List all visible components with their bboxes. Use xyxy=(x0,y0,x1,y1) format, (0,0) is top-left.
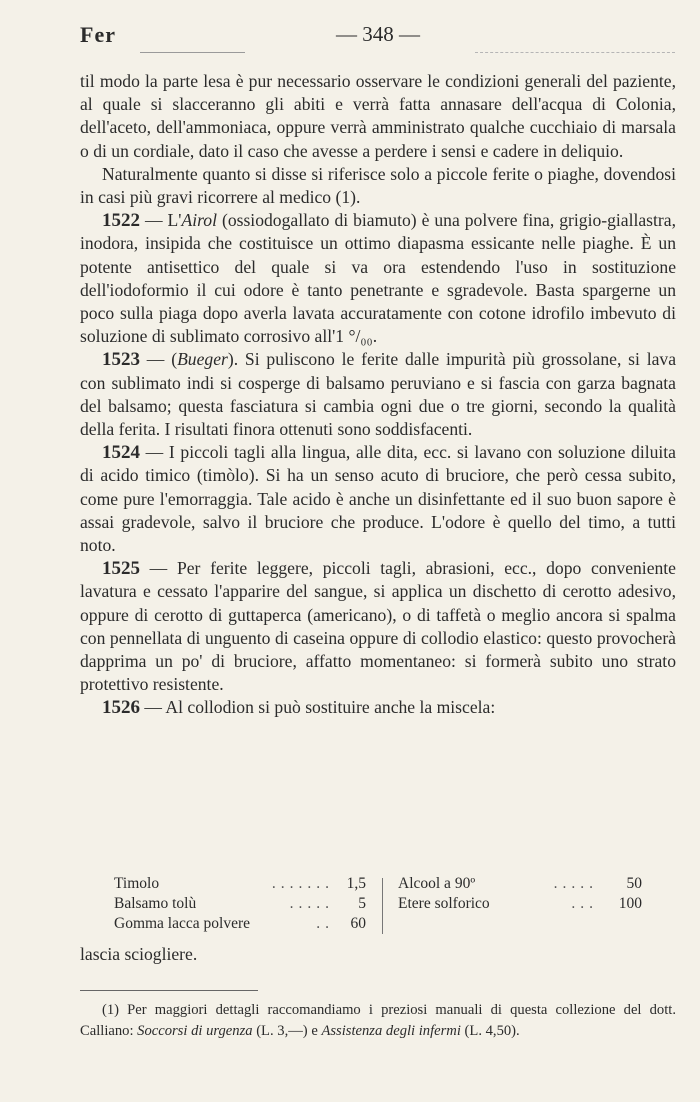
paragraph-continued: til modo la parte lesa è pur necessario osservare le condizioni generali del paziente, al quale si slacceranno gli abiti e verrà fatta annasare dell'acqua di Colonia, dell'aceto, dell'ammoniaca, oppure verrà amministrato qualche cucchiaio di marsala o di un cordiale, dato il caso che avesse a perdere i sensi e cadere in deliquio. xyxy=(80,71,676,161)
entry-dash: — L' xyxy=(140,210,182,231)
header-rule-right xyxy=(475,52,675,53)
paragraph-note: Naturalmente quanto si disse si riferisce solo a piccole ferite o piaghe, dovendosi in casi più gravi ricorrere al medico (1). xyxy=(80,163,676,208)
mixture-row: ....... Timolo 1,5 xyxy=(114,875,366,892)
ingredient-name: Balsamo tolù xyxy=(114,895,197,912)
entry-text: — Al collodion si può sostituire anche la miscela: xyxy=(140,697,496,718)
entry-text: — Per ferite leggere, piccoli tagli, abrasioni, ecc., dopo conveniente lavatura e cessato l'apparire del sangue, si applica un dischetto di cerotto adesivo, oppure di cerotto di guttaperca (americano), o di taffetà o meglio ancora si spalma con pennellata di unguento di caseina oppure di collodio elastico: questo provocherà dapprima un po' di bruciore, affatto momentaneo: si formerà subito uno strato protettivo resistente. xyxy=(80,558,676,695)
footnote-title-1: Soccorsi di urgenza xyxy=(137,1022,253,1039)
entry-text: ). Si puliscono le ferite dalle impurità più grossolane, si lava con sublimato indi si cosperge di balsamo peruviano e si fascia con garza bagnata del balsamo; questa fasciatura si cambia ogni due o tre giorni, secondo la qualità della ferita. I risultati finora ottenuti sono soddisfacenti. xyxy=(80,349,677,440)
mixture-row: .. Gomma lacca polvere 60 xyxy=(114,915,366,932)
closing-line: lascia sciogliere. xyxy=(80,944,198,964)
mixture-divider xyxy=(382,878,383,934)
ingredient-name: Alcool a 90º xyxy=(398,875,476,892)
entry-text: — I piccoli tagli alla lingua, alle dita, ecc. si lavano con soluzione diluita di acido timico (timòlo). Si ha un senso acuto di bruciore, che però cessa subito, come pure l'emorraggia. Tale acido è anche un disinfettante ed il suo buon sapore è assai gradevole, salvo il bruciore che produce. L'odore è quello del timo, a tutti noto. xyxy=(80,442,676,556)
mixture-row: ... Etere solforico 100 xyxy=(398,895,642,912)
entry-number: 1523 xyxy=(102,349,140,371)
mixture-column-left xyxy=(114,874,366,934)
entry-text: (ossiodogallato di biamuto) è una polvere fina, grigio-giallastra, inodora, insipida che costituisce un ottimo diapasma essicante nelle piaghe. È un potente antisettico del quale si va ora estendendo l'uso in sostituzione dell'iodoformio il cui odore è tanto penetrante e sgradevole. Basta spargerne un poco sulla piaga dopo averla lavata accuratamente con cotone idrofilo imbevuto di soluzione di sublimato corrosivo all'1 °/₀₀. xyxy=(80,210,676,347)
entry-number: 1526 xyxy=(102,697,140,719)
header-rule-left xyxy=(140,52,245,53)
footnote-intro: (1) Per maggiori dettagli raccomandiamo i preziosi manuali di questa collezione del dott. Calliano: xyxy=(80,1002,676,1039)
footnote-rule xyxy=(80,990,258,991)
ingredient-quantity: 60 xyxy=(350,915,366,932)
page-number: — 348 — xyxy=(336,22,420,46)
entry-number: 1522 xyxy=(102,210,140,232)
entry-term: Bueger xyxy=(177,349,228,370)
footnote xyxy=(80,1000,676,1041)
entry-dash: — ( xyxy=(140,349,178,370)
ingredient-name: Timolo xyxy=(114,875,160,892)
mixture-row: ..... Balsamo tolù 5 xyxy=(114,895,366,912)
running-head-word: Fer xyxy=(80,22,116,47)
mixture-column-right xyxy=(398,874,642,914)
entry-1526 xyxy=(80,696,676,719)
footnote-title-2: Assistenza degli infermi xyxy=(321,1022,461,1039)
mixture-row: ..... Alcool a 90º 50 xyxy=(398,875,642,892)
entry-1524 xyxy=(80,441,676,557)
entry-term: Airol xyxy=(181,210,217,231)
mixture-table xyxy=(114,874,654,934)
entry-number: 1524 xyxy=(102,442,140,464)
entry-number: 1525 xyxy=(102,558,140,580)
running-head xyxy=(80,18,676,50)
ingredient-quantity: 50 xyxy=(626,875,642,892)
ingredient-quantity: 100 xyxy=(618,895,642,912)
footnote-end: (L. 4,50). xyxy=(460,1022,520,1039)
ingredient-quantity: 1,5 xyxy=(346,875,366,892)
ingredient-name: Etere solforico xyxy=(398,895,490,912)
entry-1523 xyxy=(80,348,676,441)
ingredient-name: Gomma lacca polvere xyxy=(114,915,250,932)
entry-1522 xyxy=(80,209,676,348)
ingredient-quantity: 5 xyxy=(358,895,366,912)
footnote-mid: (L. 3,—) e xyxy=(252,1022,322,1039)
body-text xyxy=(80,70,676,720)
entry-1525 xyxy=(80,557,676,696)
